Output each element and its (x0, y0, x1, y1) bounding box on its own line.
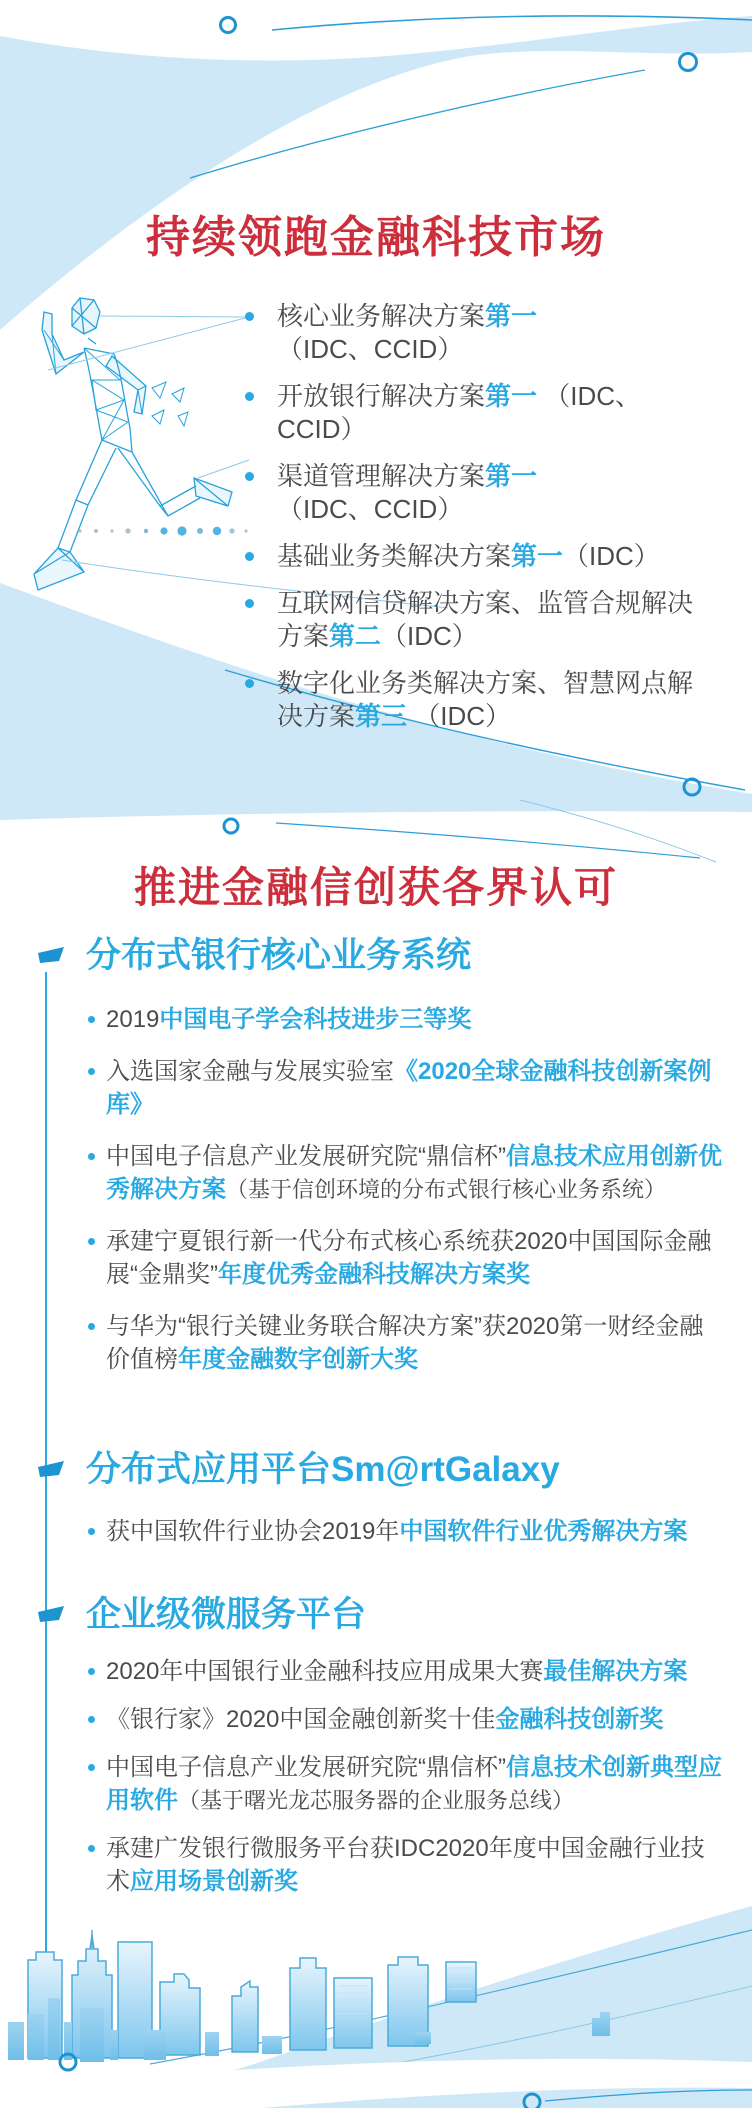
flag-marker-icon (36, 1605, 66, 1628)
runner-icon (34, 298, 232, 590)
ranking-source: （IDC、CCID） (277, 381, 642, 444)
ranking-text: 数字化业务类解决方案、智慧网点解决方案 (277, 668, 694, 731)
award-item (78, 1703, 722, 1736)
award-item (78, 1515, 722, 1548)
ranking-source: （IDC） (407, 701, 512, 731)
group-heading: 分布式应用平台Sm@rtGalaxy (86, 1450, 560, 1489)
ring-icon (221, 18, 236, 33)
ranking-position: 第一 (485, 301, 538, 331)
flag-marker-icon (36, 946, 66, 969)
award-context: 入选国家金融与发展实验室 (106, 1058, 394, 1085)
award-context: 中国电子信息产业发展研究院“鼎信杯” (106, 1143, 506, 1170)
award-note: （基于曙光龙芯服务器的企业服务总线） (178, 1788, 575, 1813)
award-list (36, 1515, 726, 1548)
ranking-item (237, 587, 717, 653)
ranking-item (237, 300, 717, 366)
ranking-position: 第一 (511, 541, 564, 571)
ranking-item (237, 540, 717, 573)
award-item (78, 1751, 722, 1817)
ring-icon (224, 819, 238, 833)
ring-icon (680, 54, 697, 71)
ranking-position: 第三 (355, 701, 408, 731)
award-context: 承建宁夏银行新一代分布式核心系统获2020中国国际金融展“金鼎奖” (106, 1228, 712, 1288)
award-item (78, 1310, 722, 1376)
ranking-item (237, 380, 717, 446)
ranking-text: 基础业务类解决方案 (277, 541, 512, 571)
ranking-item (237, 667, 717, 733)
group-heading: 企业级微服务平台 (86, 1595, 367, 1634)
award-context: 中国电子信息产业发展研究院“鼎信杯” (106, 1754, 506, 1781)
award-context: 2020年中国银行业金融科技应用成果大赛 (106, 1658, 544, 1685)
ranking-position: 第二 (329, 621, 382, 651)
award-item (78, 1225, 722, 1291)
top-swoosh (0, 16, 752, 330)
ranking-text: 互联网信贷解决方案、监管合规解决方案 (277, 588, 694, 651)
award-item (78, 1832, 722, 1898)
ranking-position: 第一 (485, 381, 538, 411)
award-context: 2019 (106, 1006, 160, 1033)
award-name: 信息技术应用创新优秀解决方案 (106, 1143, 722, 1203)
award-name: 信息技术创新典型应用软件 (106, 1754, 722, 1814)
ranking-text: 开放银行解决方案 (277, 381, 486, 411)
section1-title: 持续领跑金融科技市场 (146, 213, 606, 262)
group-heading-row (36, 1595, 726, 1635)
award-item (78, 1655, 722, 1688)
ranking-position: 第一 (485, 461, 538, 491)
section1-ranking-list (237, 300, 717, 747)
flag-marker-icon (36, 1460, 66, 1483)
award-group-smartgalaxy (36, 1450, 726, 1567)
award-note: （基于信创环境的分布式银行核心业务系统） (226, 1177, 667, 1202)
award-name: 最佳解决方案 (543, 1658, 688, 1685)
ranking-source: （IDC） (381, 621, 478, 651)
ranking-source: （IDC、CCID） (277, 494, 464, 524)
award-item (78, 1003, 722, 1036)
award-name: 《2020全球金融科技创新案例库》 (106, 1058, 712, 1118)
award-name: 年度金融数字创新大奖 (178, 1346, 418, 1373)
award-name: 中国电子学会科技进步三等奖 (159, 1006, 472, 1033)
group-heading-row (36, 936, 726, 976)
award-list (36, 1003, 726, 1376)
dotted-line-decoration (78, 526, 247, 535)
group-heading-row (36, 1450, 726, 1490)
ranking-text: 核心业务解决方案 (277, 301, 486, 331)
award-group-core-banking (36, 936, 726, 1395)
award-context: 《银行家》2020中国金融创新奖十佳 (106, 1706, 496, 1733)
award-list (36, 1655, 726, 1898)
award-name: 年度优秀金融科技解决方案奖 (217, 1261, 530, 1288)
award-name: 中国软件行业优秀解决方案 (399, 1518, 688, 1545)
award-context: 获中国软件行业协会2019年 (106, 1518, 400, 1545)
award-context: 承建广发银行微服务平台获IDC2020年度中国金融行业技术 (106, 1835, 705, 1895)
ranking-item (237, 460, 717, 526)
group-heading: 分布式银行核心业务系统 (86, 936, 472, 975)
award-name: 金融科技创新奖 (495, 1706, 664, 1733)
ranking-source: （IDC） (563, 541, 660, 571)
section2-title: 推进金融信创获各界认可 (133, 864, 618, 911)
award-item (78, 1140, 722, 1206)
award-name: 应用场景创新奖 (130, 1868, 298, 1895)
ranking-text: 渠道管理解决方案 (277, 461, 486, 491)
ranking-source: （IDC、CCID） (277, 334, 464, 364)
award-group-microservice (36, 1595, 726, 1913)
award-context: 与华为“银行关键业务联合解决方案”获2020第一财经金融价值榜 (106, 1313, 704, 1373)
award-item (78, 1055, 722, 1121)
